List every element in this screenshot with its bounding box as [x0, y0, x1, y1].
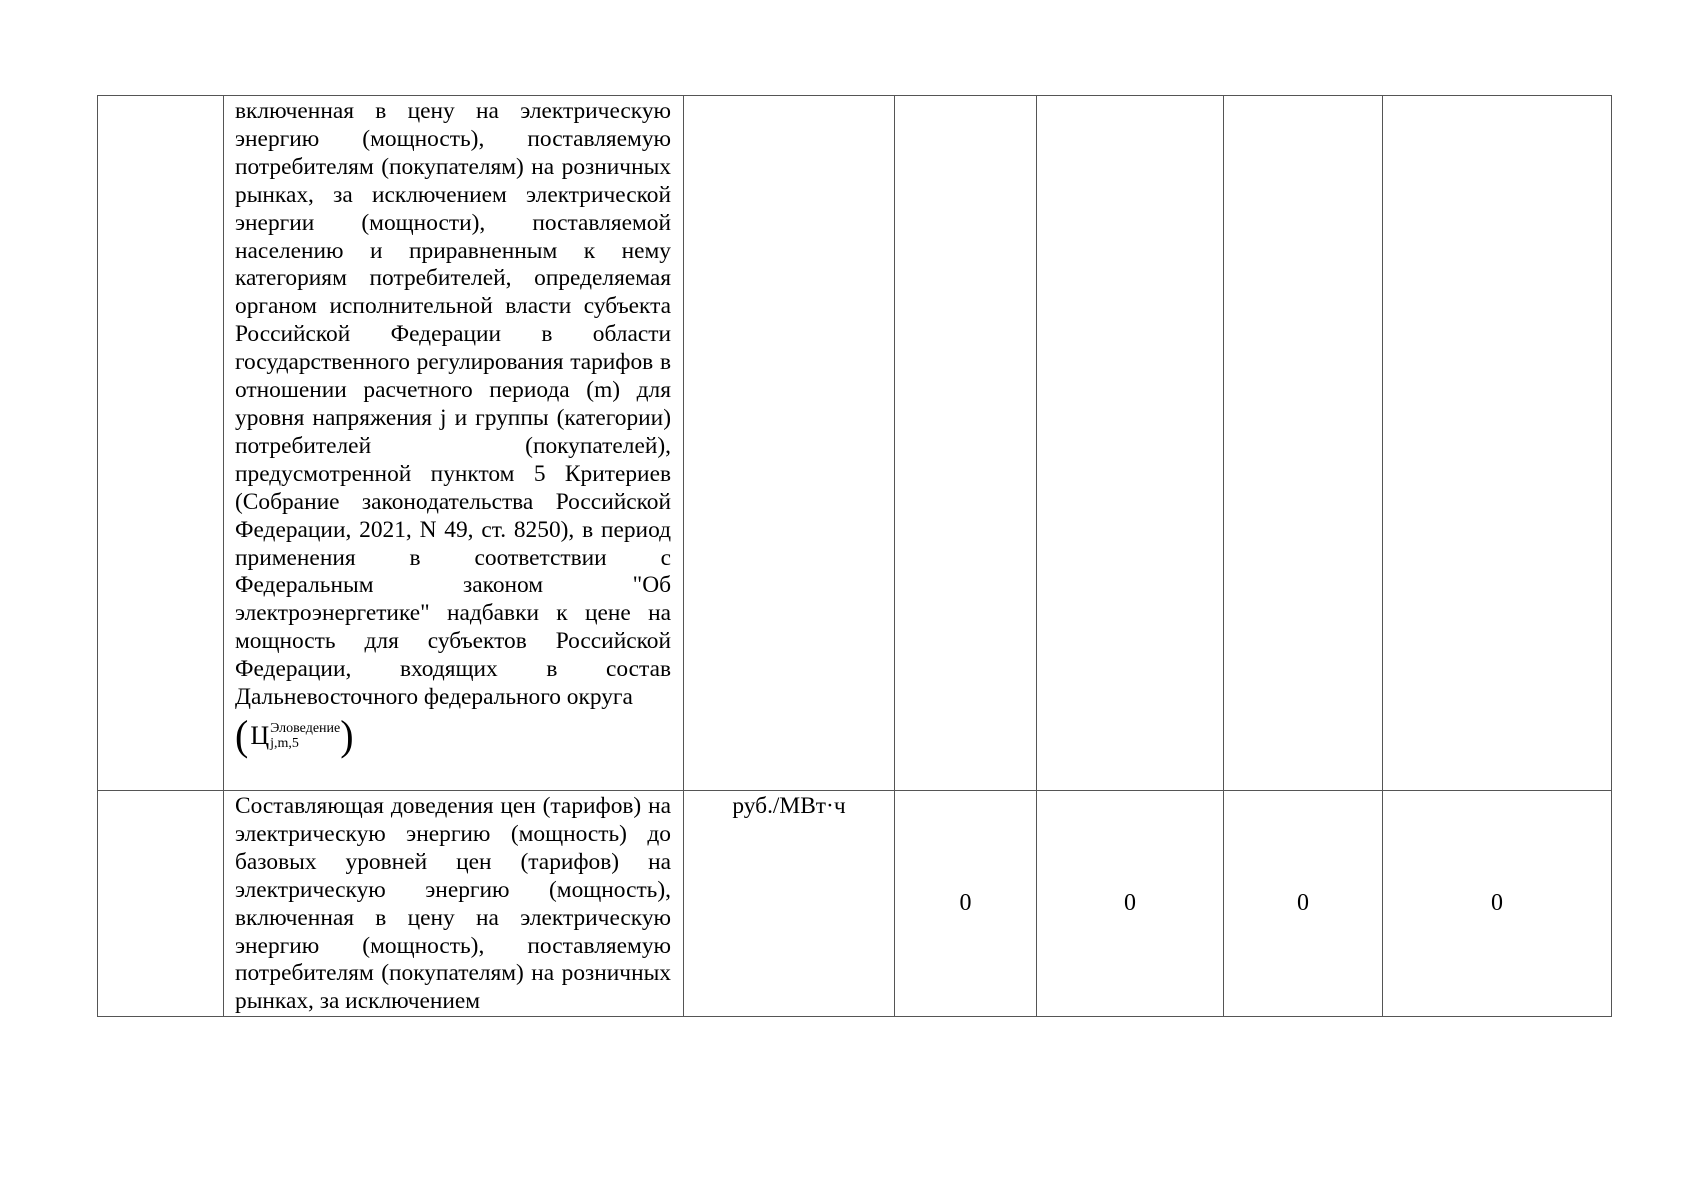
value-cell: 0 [1383, 791, 1612, 1017]
formula-symbol: Ц [250, 720, 270, 750]
formula-superscript: Эловедение [270, 720, 341, 736]
value-cell: 0 [1224, 791, 1383, 1017]
formula-open-paren: ( [235, 711, 249, 760]
unit-cell [684, 96, 895, 791]
table-row [98, 791, 1612, 1017]
value-cell [1224, 96, 1383, 791]
value-cell [1383, 96, 1612, 791]
value-cell: 0 [895, 791, 1037, 1017]
row-number-cell [98, 96, 224, 791]
price-formula [235, 713, 354, 759]
formula-subscript: j,m,5 [270, 735, 299, 751]
row-number-cell [98, 791, 224, 1017]
formula-scripts [270, 721, 340, 751]
description-cell [224, 791, 684, 1017]
tariff-table [97, 95, 1612, 1017]
formula-close-paren: ) [340, 711, 354, 760]
description-text: включенная в цену на электрическую энергию (мощность), поставляемую потребителям (покупателям) на розничных рынках, за исключением электрической энергии (мощности), поставляемой населению и приравненным к нему категориям потребителей, определяемая органом исполнительной власти субъекта Российской Федерации в области государственного регулирования тарифов в отношении расчетного периода (m) для уровня напряжения j и группы (категории) потребителей (покупателей), предусмотренной пунктом 5 Критериев (Собрание законодательства Российской Федерации, 2021, N 49, ст. 8250), в период применения в соответствии с Федеральным законом "Об электроэнергетике" надбавки к цене на мощность для субъектов Российской Федерации, входящих в состав Дальневосточного федерального округа [235, 98, 671, 711]
value-cell: 0 [1037, 791, 1224, 1017]
description-cell [224, 96, 684, 791]
description-text: Составляющая доведения цен (тарифов) на электрическую энергию (мощность) до базовых уровней цен (тарифов) на электрическую энергию (мощность), включенная в цену на электрическую энергию (мощность), поставляемую потребителям (покупателям) на розничных рынках, за исключением [235, 793, 671, 1015]
value-cell [1037, 96, 1224, 791]
value-cell [895, 96, 1037, 791]
table-row [98, 96, 1612, 791]
unit-cell: руб./МВт·ч [684, 791, 895, 1017]
